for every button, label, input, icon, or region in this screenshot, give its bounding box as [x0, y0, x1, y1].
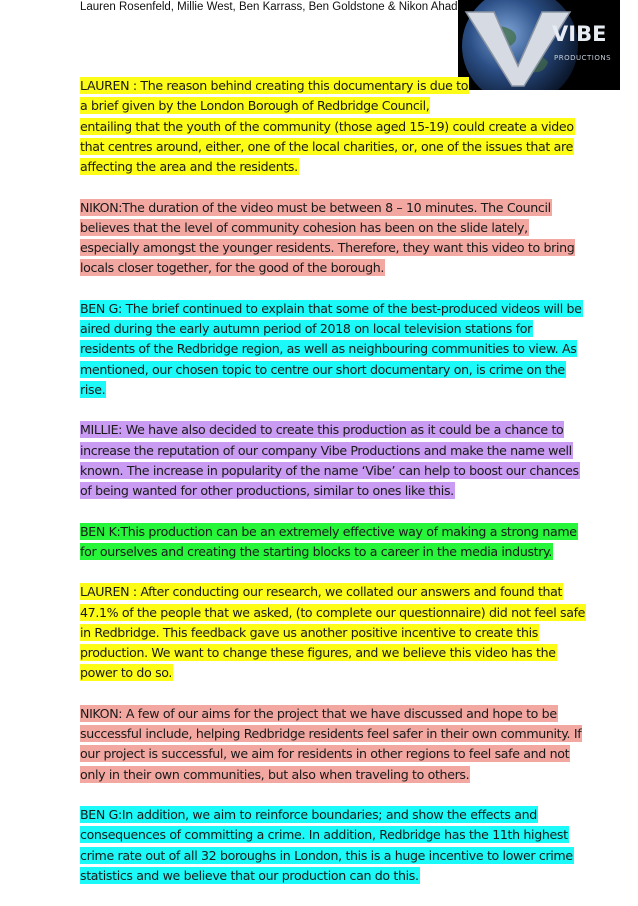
- text-line: in Redbridge. This feedback gave us another positive incentive to create this: [80, 624, 538, 640]
- text-line: rise.: [80, 381, 106, 397]
- paragraph-lauren-intro: [80, 76, 574, 177]
- text-line: power to do so.: [80, 665, 173, 681]
- paragraph-millie-reputation: [80, 420, 579, 501]
- text-line: mentioned, our chosen topic to centre our short documentary on, is crime on the: [80, 361, 565, 377]
- text-line: for ourselves and creating the starting blocks to a career in the media industry.: [80, 543, 553, 559]
- logo-brand-text: VIBE: [552, 22, 607, 46]
- text-line: that centres around, either, one of the local charities, or, one of the issues that are: [80, 138, 573, 154]
- text-line: 47.1% of the people that we asked, (to complete our questionnaire) did not feel safe: [80, 604, 586, 620]
- paragraph-ben-k-career: [80, 522, 577, 563]
- paragraph-nikon-duration: [80, 198, 575, 279]
- text-line: LAUREN : After conducting our research, we collated our answers and found that: [80, 584, 563, 600]
- text-line: MILLIE: We have also decided to create this production as it could be a chance to: [80, 422, 564, 438]
- text-line: production. We want to change these figures, and we believe this video has the: [80, 645, 556, 660]
- paragraph-lauren-research: [80, 582, 586, 683]
- text-line: aired during the early autumn period of 2018 on local television stations for: [80, 321, 532, 336]
- text-line: known. The increase in popularity of the name ‘Vibe’ can help to boost our chances: [80, 462, 579, 478]
- text-line: increase the reputation of our company Vibe Productions and make the name well: [80, 442, 572, 458]
- document-body: [80, 76, 586, 906]
- paragraph-nikon-aims: [80, 704, 582, 785]
- paragraph-ben-g-brief: [80, 299, 582, 400]
- page-header-authors: Lauren Rosenfeld, Millie West, Ben Karrass, Ben Goldstone & Nikon Ahad: [80, 1, 458, 13]
- text-line: locals closer together, for the good of the borough.: [80, 260, 385, 276]
- text-line: a brief given by the London Borough of Redbridge Council,: [80, 98, 430, 114]
- text-line: crime rate out of all 32 boroughs in London, this is a huge incentive to lower crime: [80, 847, 573, 863]
- text-line: NIKON: A few of our aims for the project that we have discussed and hope to be: [80, 705, 557, 721]
- text-line: believes that the level of community cohesion has been on the slide lately,: [80, 219, 528, 235]
- text-line: NIKON:The duration of the video must be between 8 – 10 minutes. The Council: [80, 199, 551, 215]
- text-line: BEN K:This production can be an extremely effective way of making a strong name: [80, 523, 577, 539]
- text-line: consequences of committing a crime. In addition, Redbridge has the 11th highest: [80, 827, 568, 843]
- text-line: residents of the Redbridge region, as well as neighbouring communities to view. As: [80, 341, 577, 357]
- paragraph-ben-g-boundaries: [80, 805, 573, 886]
- logo-subtitle-text: PRODUCTIONS: [554, 54, 612, 62]
- text-line: BEN G:In addition, we aim to reinforce boundaries; and show the effects and: [80, 807, 537, 822]
- text-line: LAUREN : The reason behind creating this documentary is due to: [80, 78, 469, 93]
- text-line: statistics and we believe that our production can do this.: [80, 867, 419, 883]
- text-line: affecting the area and the residents.: [80, 159, 298, 174]
- text-line: entailing that the youth of the community (those aged 15-19) could create a video: [80, 118, 574, 134]
- text-line: successful include, helping Redbridge residents feel safer in their own community. If: [80, 726, 582, 741]
- text-line: BEN G: The brief continued to explain that some of the best-produced videos will be: [80, 300, 582, 316]
- text-line: our project is successful, we aim for residents in other regions to feel safe and not: [80, 746, 570, 762]
- text-line: only in their own communities, but also when traveling to others.: [80, 766, 470, 782]
- text-line: of being wanted for other productions, similar to ones like this.: [80, 483, 454, 498]
- text-line: especially amongst the younger residents. Therefore, they want this video to bring: [80, 240, 575, 255]
